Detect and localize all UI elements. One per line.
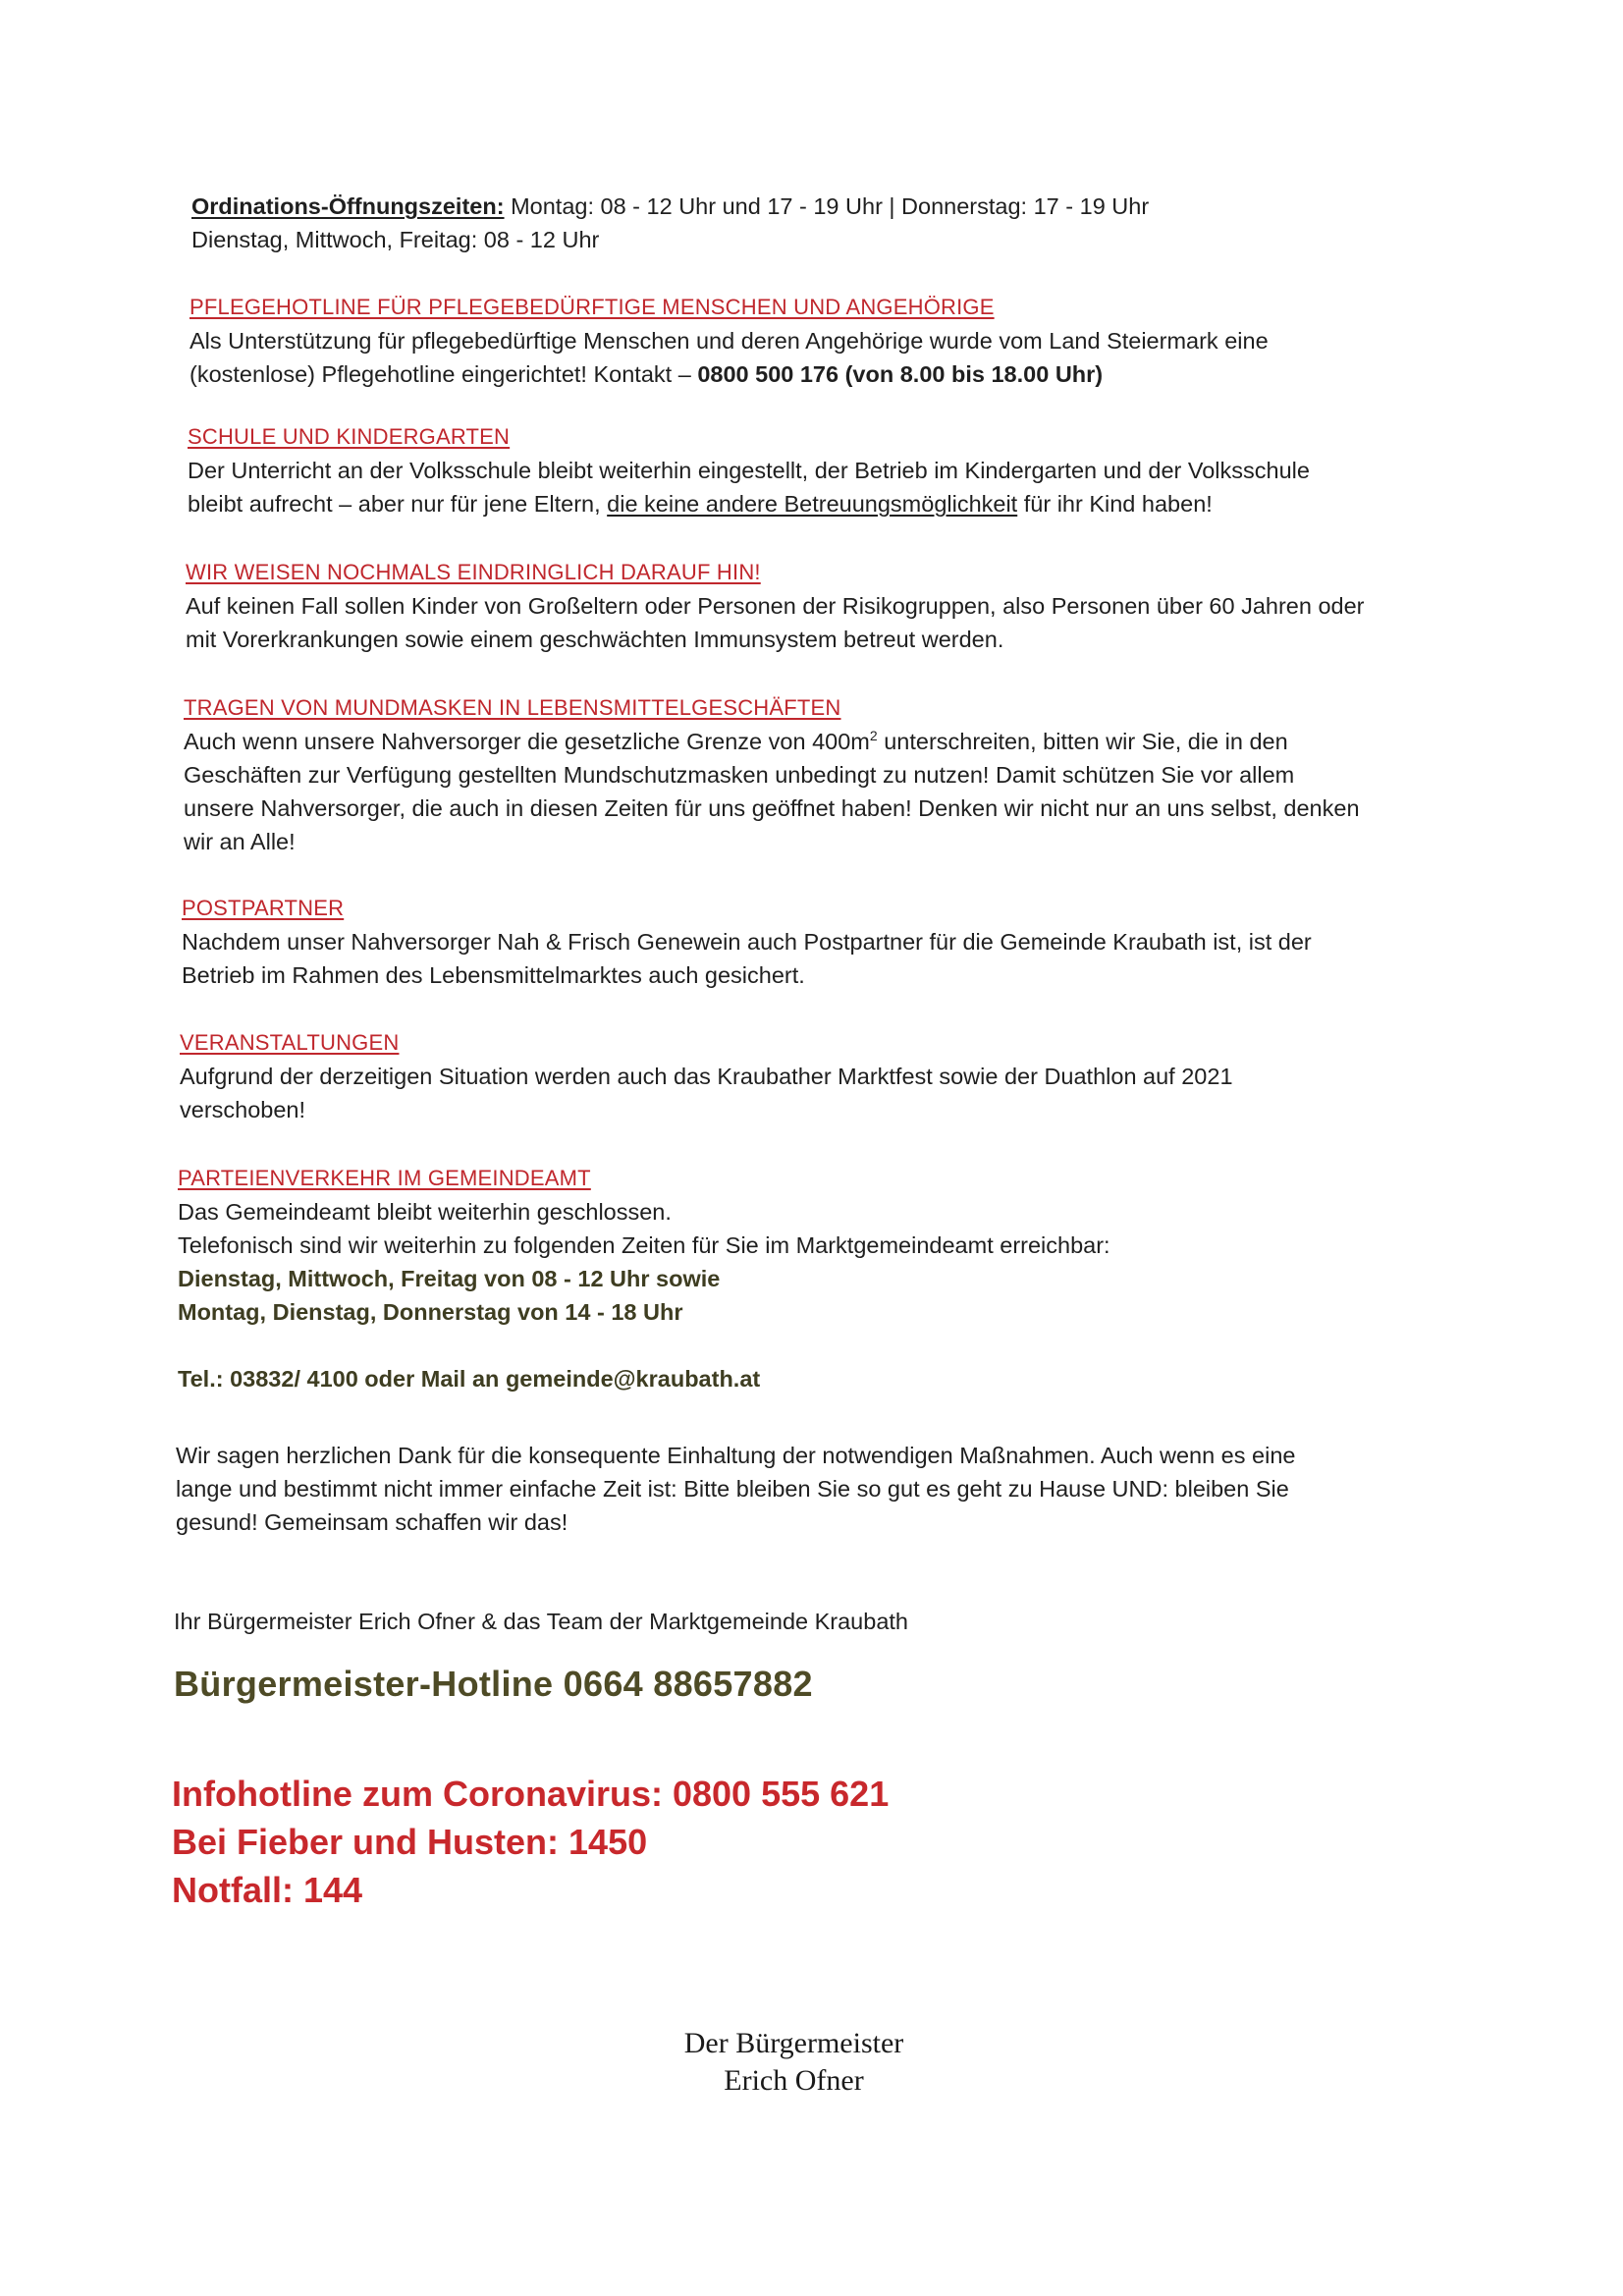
hinweis-text-1: Auf keinen Fall sollen Kinder von Großeltern oder Personen der Risikogruppen, also Personen über 60 Jahren oder (186, 593, 1365, 619)
signature-title: Der Bürgermeister (683, 2027, 904, 2059)
partei-section (178, 1162, 1454, 1395)
notfall-number: Notfall: 144 (172, 1870, 363, 1910)
pflege-text-2-start: (kostenlose) Pflegehotline eingerichtet! Kontakt – (189, 361, 698, 387)
hinweis-heading: WIR WEISEN NOCHMALS EINDRINGLICH DARAUF HIN! (186, 560, 761, 584)
schule-text-2-end: für ihr Kind haben! (1017, 491, 1213, 517)
masken-text-4: wir an Alle! (184, 829, 296, 854)
ordination-hours-2: Dienstag, Mittwoch, Freitag: 08 - 12 Uhr (191, 227, 600, 252)
ordination-label: Ordinations-Öffnungszeiten: (191, 193, 505, 219)
partei-heading: PARTEIENVERKEHR IM GEMEINDEAMT (178, 1166, 591, 1190)
notfall-section (172, 1770, 1448, 1914)
veranstaltungen-heading: VERANSTALTUNGEN (180, 1030, 400, 1055)
dank-text-2: lange und bestimmt nicht immer einfache Zeit ist: Bitte bleiben Sie so gut es geht zu Hause UND: bleiben Sie (176, 1476, 1289, 1502)
gruss-section (174, 1605, 1450, 1638)
schule-text-2-underlined: die keine andere Betreuungsmöglichkeit (607, 491, 1018, 517)
corona-infohotline: Infohotline zum Coronavirus: 0800 555 621 (172, 1774, 890, 1814)
masken-text-1 (184, 725, 1460, 758)
pflege-text-1: Als Unterstützung für pflegebedürftige Menschen und deren Angehörige wurde vom Land Steiermark eine (189, 328, 1269, 354)
post-section (182, 892, 1458, 992)
masken-text-2: Geschäften zur Verfügung gestellten Mundschutzmasken unbedingt zu nutzen! Damit schützen Sie vor allem (184, 762, 1295, 788)
veranstaltungen-text-1: Aufgrund der derzeitigen Situation werden auch das Kraubather Marktfest sowie der Duathlon auf 2021 (180, 1064, 1233, 1089)
pflege-hotline-number: 0800 500 176 (von 8.00 bis 18.00 Uhr) (697, 361, 1104, 387)
dank-section (176, 1439, 1452, 1539)
masken-text-3: unsere Nahversorger, die auch in diesen Zeiten für uns geöffnet haben! Denken wir nicht nur an uns selbst, denken (184, 795, 1360, 821)
masken-text-1-start: Auch wenn unsere Nahversorger die gesetzliche Grenze von 400m (184, 729, 870, 754)
gruss-text: Ihr Bürgermeister Erich Ofner & das Team der Marktgemeinde Kraubath (174, 1609, 908, 1634)
dank-text-3: gesund! Gemeinsam schaffen wir das! (176, 1509, 568, 1535)
fieber-husten-number: Bei Fieber und Husten: 1450 (172, 1822, 648, 1862)
schule-text-1: Der Unterricht an der Volksschule bleibt weiterhin eingestellt, der Betrieb im Kindergarten und der Volksschule (188, 458, 1310, 483)
ordination-hours-1: Montag: 08 - 12 Uhr und 17 - 19 Uhr | Donnerstag: 17 - 19 Uhr (504, 193, 1150, 219)
hinweis-text-2: mit Vorerkrankungen sowie einem geschwächten Immunsystem betreut werden. (186, 627, 1004, 652)
hotline-section (174, 1664, 1450, 1704)
buergermeister-hotline: Bürgermeister-Hotline 0664 88657882 (174, 1664, 813, 1704)
veranstaltungen-section (180, 1026, 1456, 1126)
signature-name: Erich Ofner (724, 2064, 864, 2097)
pflege-heading: PFLEGEHOTLINE FÜR PFLEGEBEDÜRFTIGE MENSCHEN UND ANGEHÖRIGE (189, 295, 995, 319)
partei-hours-2: Montag, Dienstag, Donnerstag von 14 - 18 Uhr (178, 1299, 683, 1325)
schule-text-2-start: bleibt aufrecht – aber nur für jene Eltern, (188, 491, 608, 517)
ordination-line-1 (191, 190, 1468, 223)
masken-superscript: 2 (869, 728, 878, 744)
signature-block (0, 2025, 1605, 2100)
pflege-text-2 (189, 357, 1466, 391)
post-heading: POSTPARTNER (182, 896, 345, 920)
dank-text-1: Wir sagen herzlichen Dank für die konsequente Einhaltung der notwendigen Maßnahmen. Auch wenn es eine (176, 1443, 1296, 1468)
masken-heading: TRAGEN VON MUNDMASKEN IN LEBENSMITTELGESCHÄFTEN (184, 695, 841, 720)
post-text-2: Betrieb im Rahmen des Lebensmittelmarktes auch gesichert. (182, 962, 805, 988)
hinweis-section (186, 556, 1462, 656)
partei-contact: Tel.: 03832/ 4100 oder Mail an gemeinde@kraubath.at (178, 1366, 761, 1392)
schule-section (188, 420, 1464, 520)
masken-section (184, 691, 1460, 858)
ordination-section (191, 190, 1468, 256)
partei-text-2: Telefonisch sind wir weiterhin zu folgenden Zeiten für Sie im Marktgemeindeamt erreichbar: (178, 1232, 1110, 1258)
schule-text-2 (188, 487, 1464, 520)
post-text-1: Nachdem unser Nahversorger Nah & Frisch Genewein auch Postpartner für die Gemeinde Kraubath ist, ist der (182, 929, 1312, 955)
schule-heading: SCHULE UND KINDERGARTEN (188, 424, 511, 449)
masken-text-1-end: unterschreiten, bitten wir Sie, die in den (877, 729, 1288, 754)
partei-text-1: Das Gemeindeamt bleibt weiterhin geschlossen. (178, 1199, 672, 1225)
veranstaltungen-text-2: verschoben! (180, 1097, 306, 1122)
pflege-section (189, 291, 1466, 391)
partei-hours-1: Dienstag, Mittwoch, Freitag von 08 - 12 Uhr sowie (178, 1266, 721, 1291)
